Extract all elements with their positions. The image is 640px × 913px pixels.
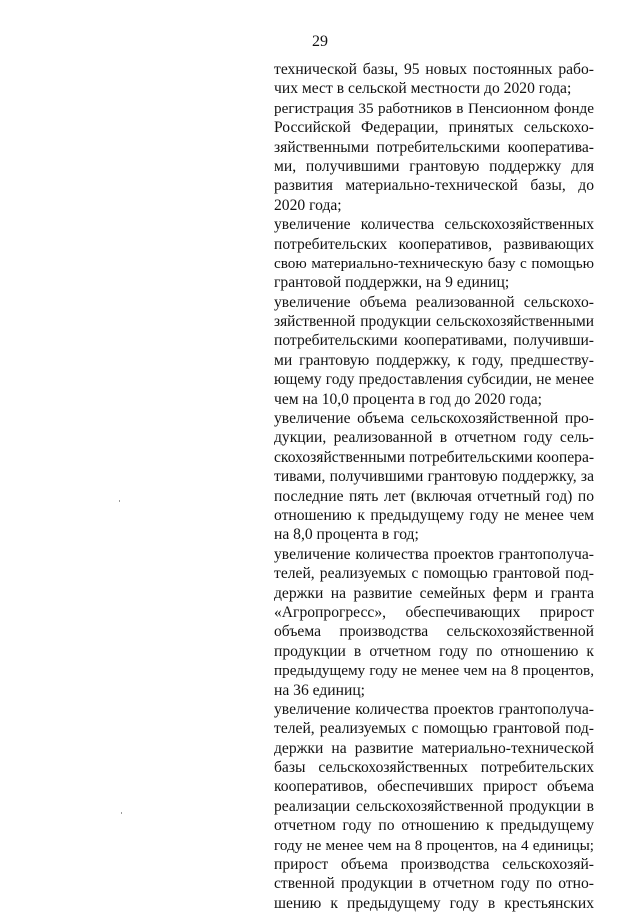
- text-line: дукции, реализованной в отчетном году сель-: [274, 429, 594, 447]
- text-line: предыдущему году не менее чем на 8 процентов,: [274, 662, 594, 680]
- text-line: потребительских кооперативов, развивающих: [274, 235, 594, 253]
- text-line: отношению к предыдущему году не менее чем: [274, 506, 594, 524]
- text-line: развития материально-технической базы, до: [274, 177, 594, 195]
- document-body: [274, 60, 594, 913]
- text-line: 2020 года;: [274, 196, 342, 214]
- text-line: технической базы, 95 новых постоянных рабо-: [274, 61, 594, 78]
- text-line: грантовой поддержки, на 9 единиц;: [274, 274, 510, 292]
- text-line: последние пять лет (включая отчетный год) по: [274, 487, 594, 505]
- text-line: увеличение количества проектов грантополуча-: [274, 700, 594, 718]
- text-line: на 36 единиц;: [274, 681, 366, 699]
- text-line: чем на 10,0 процента в год до 2020 года;: [274, 390, 542, 408]
- text-line: телей, реализуемых с помощью грантовой под-: [274, 720, 594, 738]
- text-line: увеличение объема сельскохозяйственной про-: [274, 410, 594, 428]
- text-line: продукции в отчетном году по отношению к: [274, 642, 594, 660]
- text-line: на 8,0 процента в год;: [274, 526, 419, 544]
- scan-speck: [119, 500, 120, 502]
- text-line: ющему году предоставления субсидии, не менее: [274, 371, 594, 389]
- text-line: реализации сельскохозяйственной продукции в: [274, 797, 594, 815]
- text-line: зяйственной продукции сельскохозяйственными: [274, 313, 594, 331]
- text-line: чих мест в сельской местности до 2020 года;: [274, 80, 572, 98]
- scan-speck: [121, 812, 122, 814]
- text-line: году не менее чем на 8 процентов, на 4 единицы;: [274, 836, 594, 854]
- text-line: прирост объема производства сельскохозяй-: [274, 856, 594, 874]
- text-line: ми, получившими грантовую поддержку для: [274, 157, 594, 175]
- text-line: регистрация 35 работников в Пенсионном фонде: [274, 99, 594, 117]
- text-line: «Агропрогресс», обеспечивающих прирост: [274, 603, 594, 621]
- text-line: зяйственными потребительскими кооператива-: [274, 138, 594, 156]
- text-line: потребительскими кооперативами, получивши-: [274, 332, 594, 350]
- text-line: увеличение количества сельскохозяйственных: [274, 216, 594, 234]
- text-line: держки на развитие семейных ферм и гранта: [274, 584, 594, 602]
- text-line: объема производства сельскохозяйственной: [274, 623, 594, 641]
- text-line: ми грантовую поддержку, к году, предшеству-: [274, 351, 594, 369]
- text-line: скохозяйственными потребительскими коопера-: [274, 448, 595, 466]
- text-line: базы сельскохозяйственных потребительских: [274, 759, 594, 777]
- text-line: шению к предыдущему году в крестьянских: [274, 894, 594, 912]
- text-line: держки на развитие материально-технической: [274, 739, 594, 757]
- text-line: Российской Федерации, принятых сельскохо-: [274, 119, 594, 137]
- text-line: кооперативов, обеспечивших прирост объема: [274, 778, 594, 796]
- text-line: свою материально-техническую базу с помощью: [274, 254, 594, 272]
- text-line: ственной продукции в отчетном году по отно-: [274, 875, 594, 893]
- text-line: увеличение объема реализованной сельскохо-: [274, 293, 594, 311]
- text-line: тивами, получившими грантовую поддержку, за: [274, 468, 594, 486]
- page-number: 29: [312, 33, 328, 50]
- text-line: увеличение количества проектов грантополуча-: [274, 545, 594, 563]
- text-line: отчетном году по отношению к предыдущему: [274, 817, 594, 835]
- text-line: телей, реализуемых с помощью грантовой под-: [274, 565, 594, 583]
